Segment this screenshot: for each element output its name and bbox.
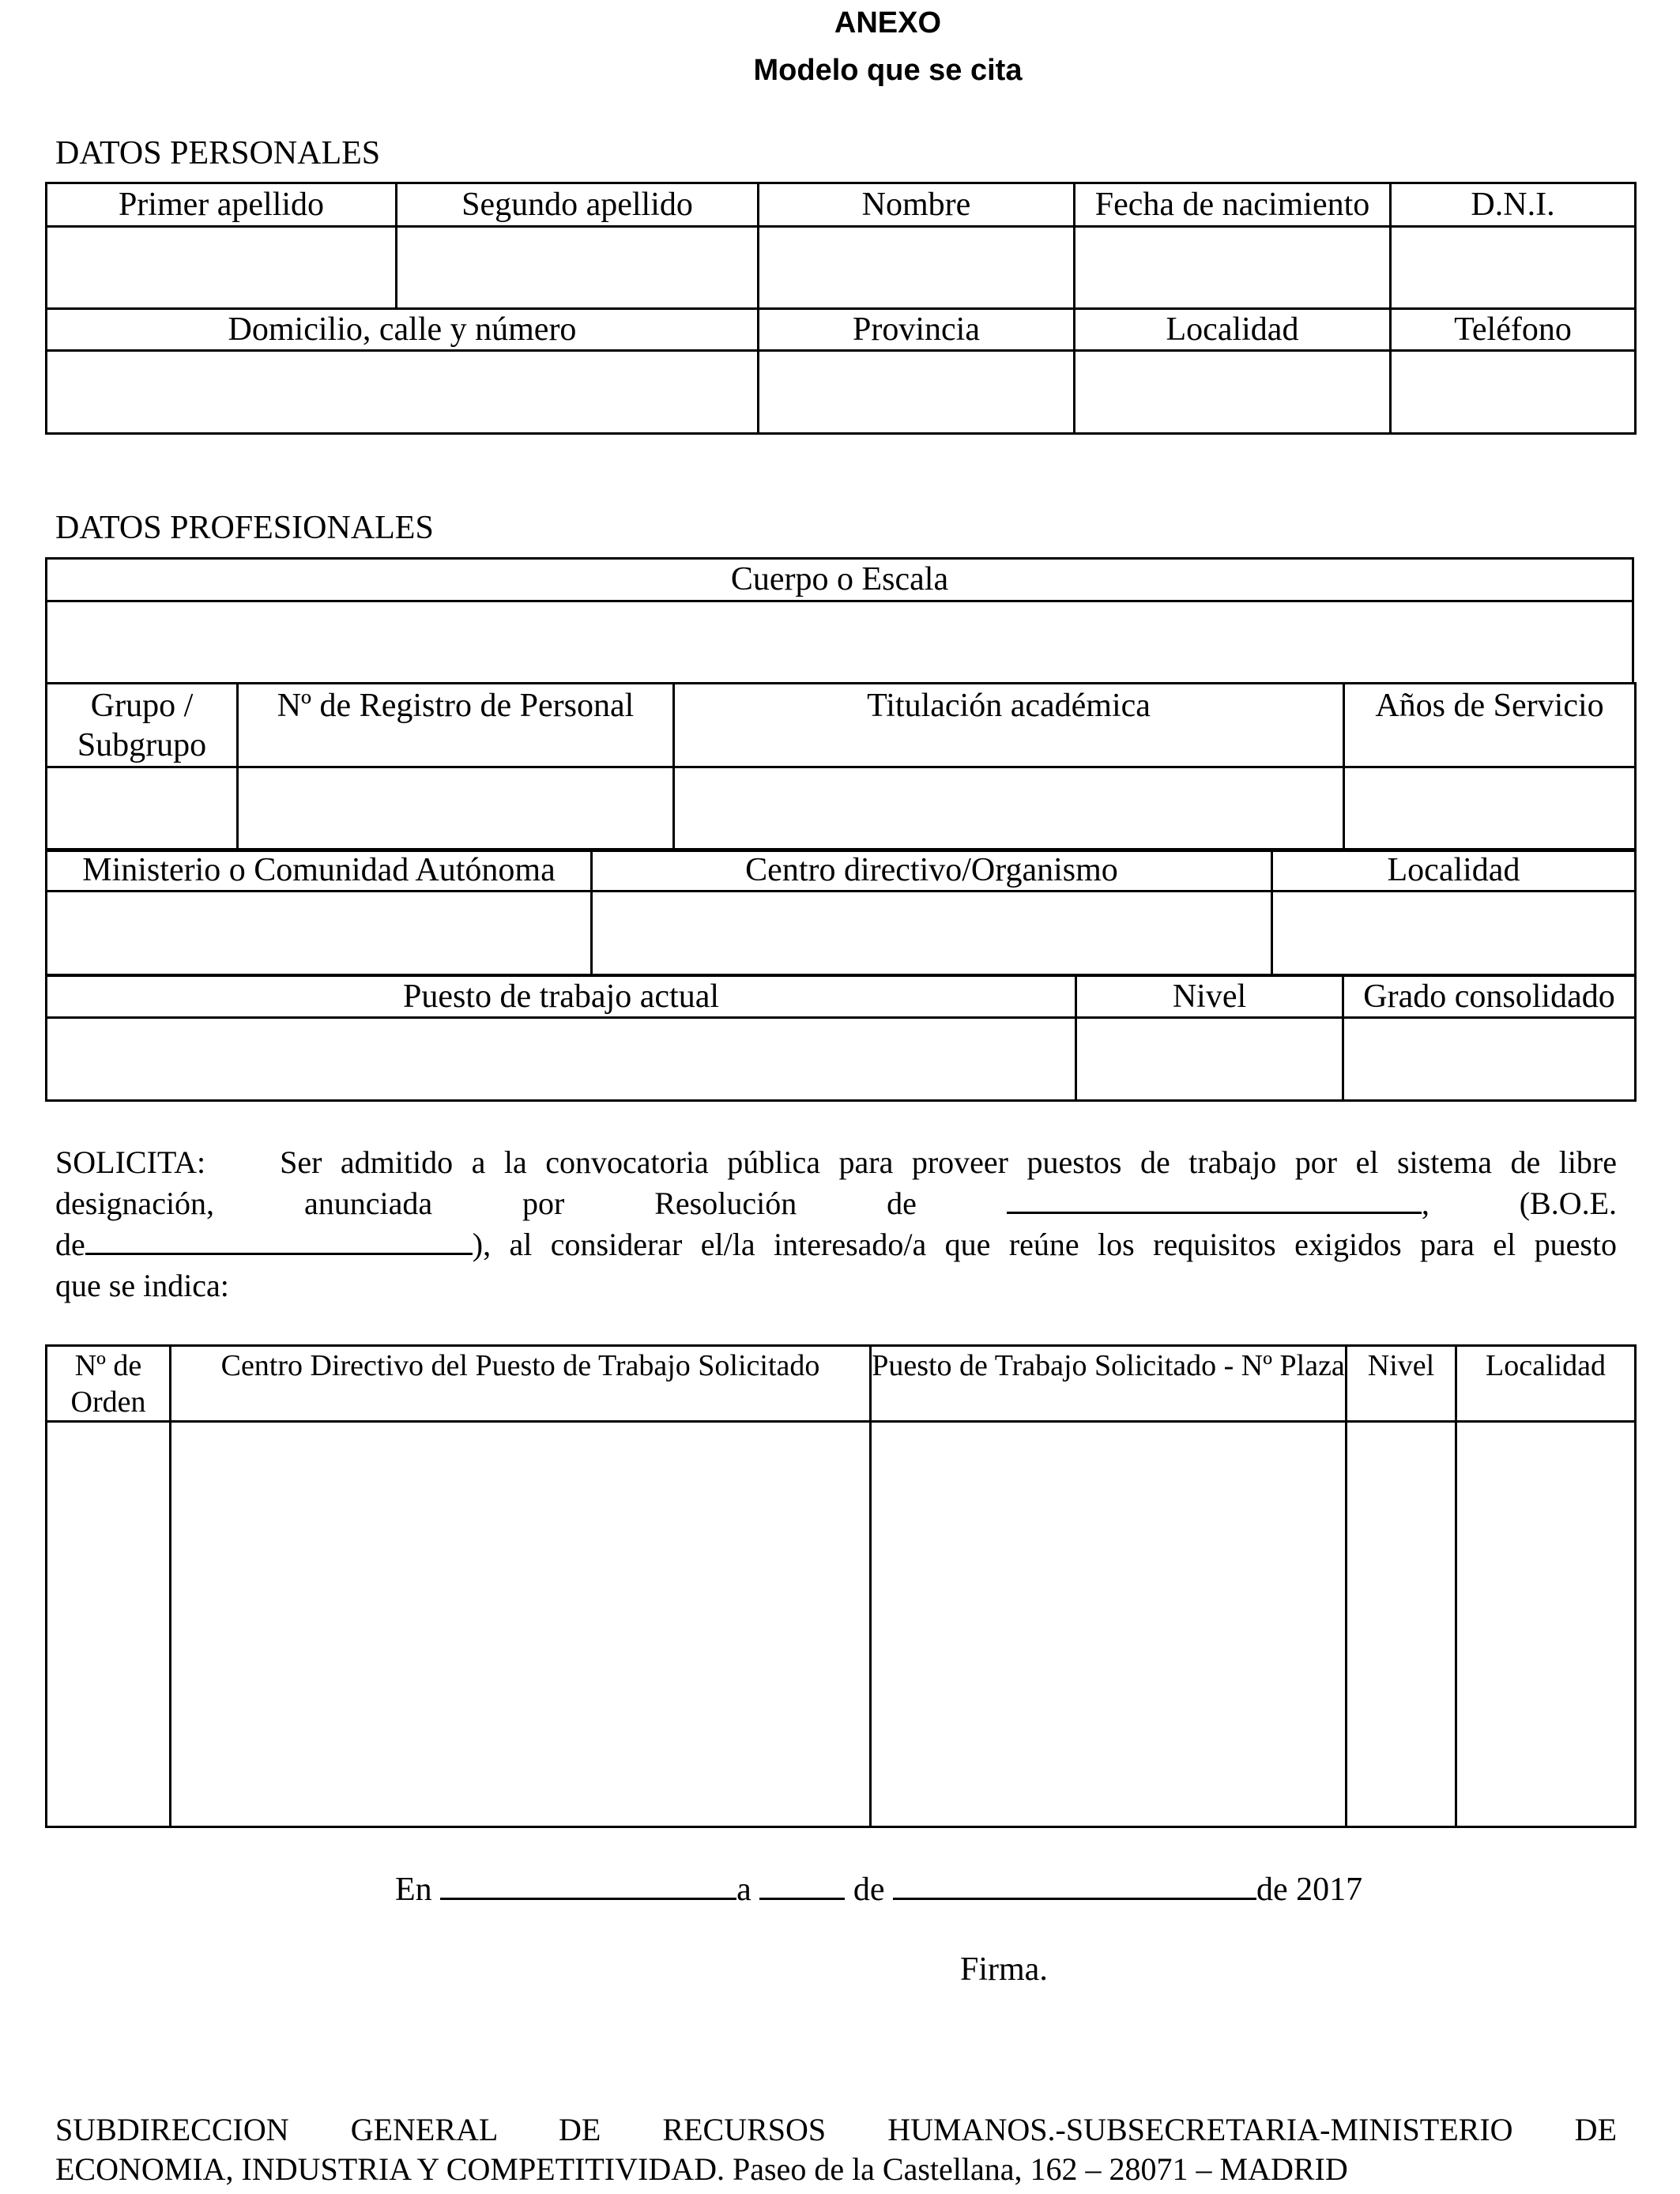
centro-directivo-field[interactable]	[592, 892, 1272, 975]
solicita-line-1-text: Ser admitido a la convocatoria pública para proveer puestos de trabajo por el sistema de libre	[280, 1144, 1618, 1180]
header-puesto-solicitado: Puesto de Trabajo Solicitado - Nº Plaza	[871, 1346, 1347, 1422]
header-centro-directivo-solicitado: Centro Directivo del Puesto de Trabajo Solicitado	[171, 1346, 871, 1422]
word-boe: (B.O.E.	[1519, 1186, 1618, 1221]
localidad-solicitada-field[interactable]	[1456, 1422, 1636, 1827]
primer-apellido-field[interactable]	[47, 227, 397, 309]
header-nombre: Nombre	[759, 183, 1075, 227]
grado-consolidado-field[interactable]	[1343, 1018, 1636, 1101]
header-segundo-apellido: Segundo apellido	[397, 183, 759, 227]
header-anos-servicio: Años de Servicio	[1344, 684, 1636, 767]
header-grupo-subgrupo: Grupo / Subgrupo	[47, 684, 238, 767]
document-title: ANEXO	[834, 6, 942, 40]
word-anunciada: anunciada	[303, 1186, 433, 1221]
solicita-line-2: designación, anunciada por Resolución de , (B.O.E.	[55, 1183, 1617, 1224]
place-blank[interactable]	[440, 1869, 736, 1900]
nivel-field[interactable]	[1076, 1018, 1343, 1101]
header-nivel: Nivel	[1076, 976, 1343, 1018]
localidad-field[interactable]	[1075, 351, 1391, 434]
cuerpo-table	[45, 557, 1634, 684]
nombre-field[interactable]	[759, 227, 1075, 309]
resolucion-blank[interactable]	[1007, 1183, 1422, 1214]
requested-positions-table	[45, 1344, 1637, 1828]
footer-address	[55, 2110, 1617, 2189]
telefono-field[interactable]	[1391, 351, 1636, 434]
registro-personal-field[interactable]	[238, 767, 674, 850]
date-line	[395, 1869, 1362, 1909]
date-de-label: de	[853, 1872, 885, 1908]
word-designacion: designación,	[55, 1186, 215, 1221]
header-ministerio: Ministerio o Comunidad Autónoma	[47, 850, 592, 892]
domicilio-field[interactable]	[47, 351, 759, 434]
footer-line-2: ECONOMIA, INDUSTRIA Y COMPETITIVIDAD. Paseo de la Castellana, 162 – 28071 – MADRID	[55, 2151, 1348, 2187]
grupo-table	[45, 682, 1637, 852]
header-domicilio: Domicilio, calle y número	[47, 309, 759, 351]
puesto-actual-field[interactable]	[47, 1018, 1076, 1101]
date-year-label: de 2017	[1256, 1872, 1363, 1908]
nivel-solicitado-field[interactable]	[1347, 1422, 1456, 1827]
day-blank[interactable]	[759, 1869, 845, 1900]
header-dni: D.N.I.	[1391, 183, 1636, 227]
professional-section-title: DATOS PROFESIONALES	[55, 510, 434, 546]
puesto-solicitado-field[interactable]	[871, 1422, 1347, 1827]
solicita-paragraph	[55, 1142, 1617, 1306]
fecha-nacimiento-field[interactable]	[1075, 227, 1391, 309]
personal-section-title: DATOS PERSONALES	[55, 135, 381, 172]
solicita-line-3-text: ), al considerar el/la interesado/a que reúne los requisitos exigidos para el puesto	[472, 1227, 1617, 1262]
footer-line-1: SUBDIRECCION GENERAL DE RECURSOS HUMANOS.-SUBSECRETARIA-MINISTERIO DE	[55, 2112, 1617, 2147]
word-de: de	[887, 1186, 917, 1221]
header-centro-directivo: Centro directivo/Organismo	[592, 850, 1272, 892]
puesto-table	[45, 974, 1637, 1102]
header-telefono: Teléfono	[1391, 309, 1636, 351]
numero-orden-field[interactable]	[47, 1422, 171, 1827]
titulacion-field[interactable]	[674, 767, 1344, 850]
date-a-label: a	[736, 1872, 751, 1908]
header-puesto-actual: Puesto de trabajo actual	[47, 976, 1076, 1018]
document-subtitle: Modelo que se cita	[753, 54, 1023, 87]
solicita-line-4: que se indica:	[55, 1268, 229, 1303]
segundo-apellido-field[interactable]	[397, 227, 759, 309]
header-numero-orden: Nº de Orden	[47, 1346, 171, 1422]
header-localidad-prof: Localidad	[1272, 850, 1636, 892]
date-en-label: En	[395, 1872, 432, 1908]
dni-field[interactable]	[1391, 227, 1636, 309]
header-fecha-nacimiento: Fecha de nacimiento	[1075, 183, 1391, 227]
centro-directivo-solicitado-field[interactable]	[171, 1422, 871, 1827]
provincia-field[interactable]	[759, 351, 1075, 434]
header-nivel-solicitado: Nivel	[1347, 1346, 1456, 1422]
word-de-boe: de	[55, 1227, 85, 1262]
header-localidad: Localidad	[1075, 309, 1391, 351]
solicita-label: SOLICITA:	[55, 1144, 206, 1180]
ministerio-table	[45, 848, 1637, 976]
month-blank[interactable]	[893, 1869, 1256, 1900]
header-grado-consolidado: Grado consolidado	[1343, 976, 1636, 1018]
grupo-subgrupo-field[interactable]	[47, 767, 238, 850]
boe-date-blank[interactable]	[85, 1224, 473, 1255]
localidad-prof-field[interactable]	[1272, 892, 1636, 975]
header-localidad-solicitada: Localidad	[1456, 1346, 1636, 1422]
header-primer-apellido: Primer apellido	[47, 183, 397, 227]
solicita-line-1	[55, 1142, 1617, 1183]
word-por: por	[522, 1186, 565, 1221]
ministerio-field[interactable]	[47, 892, 592, 975]
word-resolucion: Resolución	[654, 1186, 797, 1221]
personal-data-table	[45, 182, 1637, 435]
firma-label: Firma.	[960, 1951, 1048, 1988]
cuerpo-escala-field[interactable]	[47, 601, 1633, 684]
header-cuerpo-escala: Cuerpo o Escala	[47, 559, 1633, 601]
header-registro-personal: Nº de Registro de Personal	[238, 684, 674, 767]
solicita-line-3	[55, 1224, 1617, 1265]
header-provincia: Provincia	[759, 309, 1075, 351]
anos-servicio-field[interactable]	[1344, 767, 1636, 850]
header-titulacion: Titulación académica	[674, 684, 1344, 767]
